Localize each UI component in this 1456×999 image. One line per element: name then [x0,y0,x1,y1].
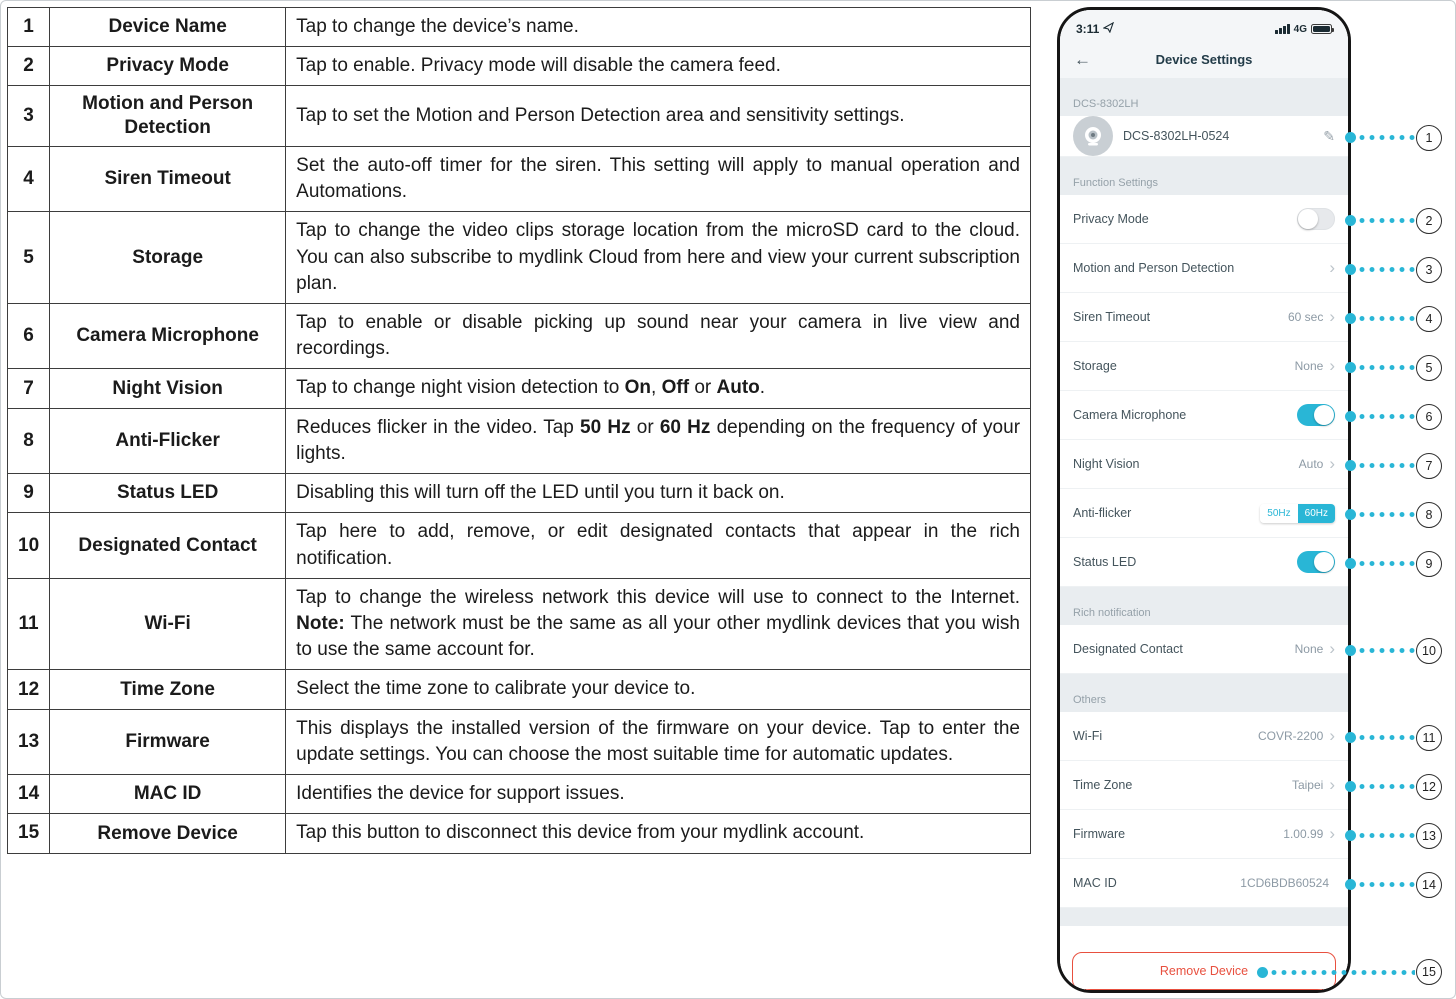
row-name: Siren Timeout [50,146,286,211]
device-row[interactable] [1060,116,1348,157]
segment-option-60hz[interactable]: 60Hz [1298,504,1335,523]
chevron-right-icon: › [1329,453,1335,473]
edit-pencil-icon[interactable]: ✎ [1323,127,1335,144]
row-name: MAC ID [50,775,286,814]
setting-row-night-vision[interactable] [1060,440,1348,489]
setting-label: Time Zone [1073,778,1133,792]
callout-number: 15 [1416,959,1442,985]
phone-mockup [1057,7,1351,993]
setting-value: 1CD6BDB60524 [1240,876,1329,890]
table-row [8,146,1031,211]
row-name: Camera Microphone [50,304,286,369]
location-arrow-icon [1103,22,1114,36]
row-number: 2 [8,47,50,86]
table-row [8,47,1031,86]
table-row [8,408,1031,473]
setting-label: Anti-flicker [1073,506,1132,520]
chevron-right-icon: › [1329,257,1335,277]
callout-line [1357,463,1415,468]
callout-line [1357,316,1415,321]
section-header-others: Others [1073,694,1107,706]
setting-label: Night Vision [1073,457,1140,471]
setting-label: MAC ID [1073,876,1117,890]
row-description: Reduces flicker in the video. Tap 50 Hz or 60 Hz depending on the frequency of your lights. [286,408,1031,473]
setting-value: Taipei [1291,778,1324,792]
row-number: 5 [8,212,50,304]
toggle-off[interactable] [1297,208,1335,230]
setting-row-time-zone[interactable] [1060,761,1348,810]
table-row [8,212,1031,304]
setting-value: Auto [1298,457,1324,471]
callout-line [1357,882,1415,887]
row-name: Storage [50,212,286,304]
callout-number: 4 [1416,306,1442,332]
row-number: 10 [8,513,50,578]
callout-number: 3 [1416,257,1442,283]
row-name: Privacy Mode [50,47,286,86]
row-number: 15 [8,814,50,853]
toggle-knob [1314,552,1334,572]
row-description: Tap this button to disconnect this device from your mydlink account. [286,814,1031,853]
callout-number: 1 [1416,125,1442,151]
callout-line [1357,365,1415,370]
callout-line [1357,833,1415,838]
status-left [1076,22,1114,36]
row-description: Identifies the device for support issues. [286,775,1031,814]
row-description: Set the auto-off timer for the siren. This setting will apply to manual operation and Automations. [286,146,1031,211]
table-row [8,474,1031,513]
row-number: 13 [8,709,50,774]
row-number: 11 [8,578,50,670]
toggle-on[interactable] [1297,551,1335,573]
callout-line [1357,218,1415,223]
row-number: 3 [8,86,50,147]
settings-table-body [8,8,1031,854]
callout-number: 10 [1416,638,1442,664]
chevron-right-icon: › [1329,355,1335,375]
callout-number: 9 [1416,551,1442,577]
callout-line [1357,648,1415,653]
phone-header [1060,40,1348,78]
row-name: Remove Device [50,814,286,853]
row-description: Tap to change the wireless network this device will use to connect to the Internet. Note: The network must be the same as all your other mydlink devices that you wish to use the same account for. [286,578,1031,670]
setting-row-camera-microphone[interactable] [1060,391,1348,440]
setting-row-status-led[interactable] [1060,538,1348,587]
table-row [8,670,1031,709]
anti-flicker-segmented [1260,504,1335,523]
callout-number: 2 [1416,208,1442,234]
toggle-knob [1314,405,1334,425]
settings-table [7,7,1031,854]
row-number: 4 [8,146,50,211]
callout-line [1357,735,1415,740]
row-number: 9 [8,474,50,513]
row-description: Tap to change the video clips storage location from the microSD card to the cloud. You can also subscribe to mydlink Cloud from here and view your current subscription plan. [286,212,1031,304]
callout-number: 14 [1416,872,1442,898]
setting-row-storage[interactable] [1060,342,1348,391]
table-row [8,814,1031,853]
row-number: 7 [8,369,50,408]
callout-number: 12 [1416,774,1442,800]
status-right [1275,24,1332,35]
callout-number: 13 [1416,823,1442,849]
setting-value: COVR-2200 [1257,729,1324,743]
setting-row-privacy-mode[interactable] [1060,195,1348,244]
row-number: 6 [8,304,50,369]
row-name: Night Vision [50,369,286,408]
network-label: 4G [1293,23,1307,35]
setting-label: Wi-Fi [1073,729,1103,743]
table-row [8,86,1031,147]
setting-row-anti-flicker[interactable] [1060,489,1348,538]
setting-row-firmware[interactable] [1060,810,1348,859]
chevron-right-icon: › [1329,638,1335,658]
row-name: Firmware [50,709,286,774]
setting-label: Designated Contact [1073,642,1183,656]
status-time: 3:11 [1076,22,1100,36]
page-title: Device Settings [1155,51,1253,67]
callout-number: 7 [1416,453,1442,479]
table-row [8,578,1031,670]
setting-row-siren-timeout[interactable] [1060,293,1348,342]
section-header-rich-notification: Rich notification [1073,607,1151,619]
row-number: 14 [8,775,50,814]
setting-row-motion-and-person-detection[interactable] [1060,244,1348,293]
chevron-right-icon: › [1329,823,1335,843]
callout-number: 11 [1416,725,1442,751]
setting-row-wi-fi[interactable] [1060,712,1348,761]
setting-label: Privacy Mode [1073,212,1149,226]
setting-label: Firmware [1073,827,1126,841]
segment-option-50hz[interactable]: 50Hz [1260,504,1297,523]
row-name: Status LED [50,474,286,513]
signal-icon [1275,24,1290,34]
table-row [8,709,1031,774]
remove-device-label: Remove Device [1159,964,1249,978]
camera-avatar-icon [1073,116,1113,156]
toggle-on[interactable] [1297,404,1335,426]
status-bar [1060,10,1348,40]
device-name: DCS-8302LH-0524 [1123,129,1230,143]
setting-label: Storage [1073,359,1117,373]
callout-line [1357,414,1415,419]
phone-screen [1060,10,1348,990]
setting-value: 1.00.99 [1283,827,1324,841]
back-arrow-icon[interactable]: ← [1074,49,1091,69]
setting-row-mac-id[interactable] [1060,859,1348,908]
setting-value: 60 sec [1287,310,1324,324]
setting-label: Camera Microphone [1073,408,1187,422]
table-row [8,304,1031,369]
row-number: 8 [8,408,50,473]
section-header-function-settings: Function Settings [1073,177,1158,189]
setting-row-designated-contact[interactable] [1060,625,1348,674]
bottom-area [1060,926,1348,990]
callout-line [1357,512,1415,517]
callout-line [1357,784,1415,789]
row-description: Disabling this will turn off the LED until you turn it back on. [286,474,1031,513]
row-name: Wi-Fi [50,578,286,670]
row-name: Anti-Flicker [50,408,286,473]
setting-value: None [1294,642,1324,656]
table-row [8,8,1031,47]
callout-number: 8 [1416,502,1442,528]
table-row [8,775,1031,814]
row-description: Tap to change night vision detection to On, Off or Auto. [286,369,1031,408]
row-name: Device Name [50,8,286,47]
chevron-right-icon: › [1329,774,1335,794]
row-name: Time Zone [50,670,286,709]
row-description: Tap to enable or disable picking up sound near your camera in live view and recordings. [286,304,1031,369]
callout-line [1357,267,1415,272]
callout-number: 5 [1416,355,1442,381]
row-description: Tap here to add, remove, or edit designated contacts that appear in the rich notification. [286,513,1031,578]
row-description: Tap to enable. Privacy mode will disable the camera feed. [286,47,1031,86]
setting-value: None [1294,359,1324,373]
row-description: Tap to set the Motion and Person Detection area and sensitivity settings. [286,86,1031,147]
toggle-knob [1298,209,1318,229]
callout-number: 6 [1416,404,1442,430]
table-row [8,513,1031,578]
row-number: 1 [8,8,50,47]
callout-line [1357,561,1415,566]
setting-label: Motion and Person Detection [1073,261,1235,275]
remove-device-button[interactable] [1072,952,1336,990]
row-name: Motion and Person Detection [50,86,286,147]
phone-settings-list [1060,157,1348,908]
chevron-right-icon: › [1329,725,1335,745]
setting-label: Siren Timeout [1073,310,1151,324]
callout-line [1357,135,1415,140]
row-name: Designated Contact [50,513,286,578]
row-number: 12 [8,670,50,709]
row-description: This displays the installed version of the firmware on your device. Tap to enter the update settings. You can choose the most suitable time for automatic updates. [286,709,1031,774]
table-row [8,369,1031,408]
chevron-right-icon: › [1329,306,1335,326]
device-section-label: DCS-8302LH [1073,98,1139,110]
row-description: Tap to change the device’s name. [286,8,1031,47]
row-description: Select the time zone to calibrate your device to. [286,670,1031,709]
setting-label: Status LED [1073,555,1137,569]
battery-icon [1311,24,1332,34]
